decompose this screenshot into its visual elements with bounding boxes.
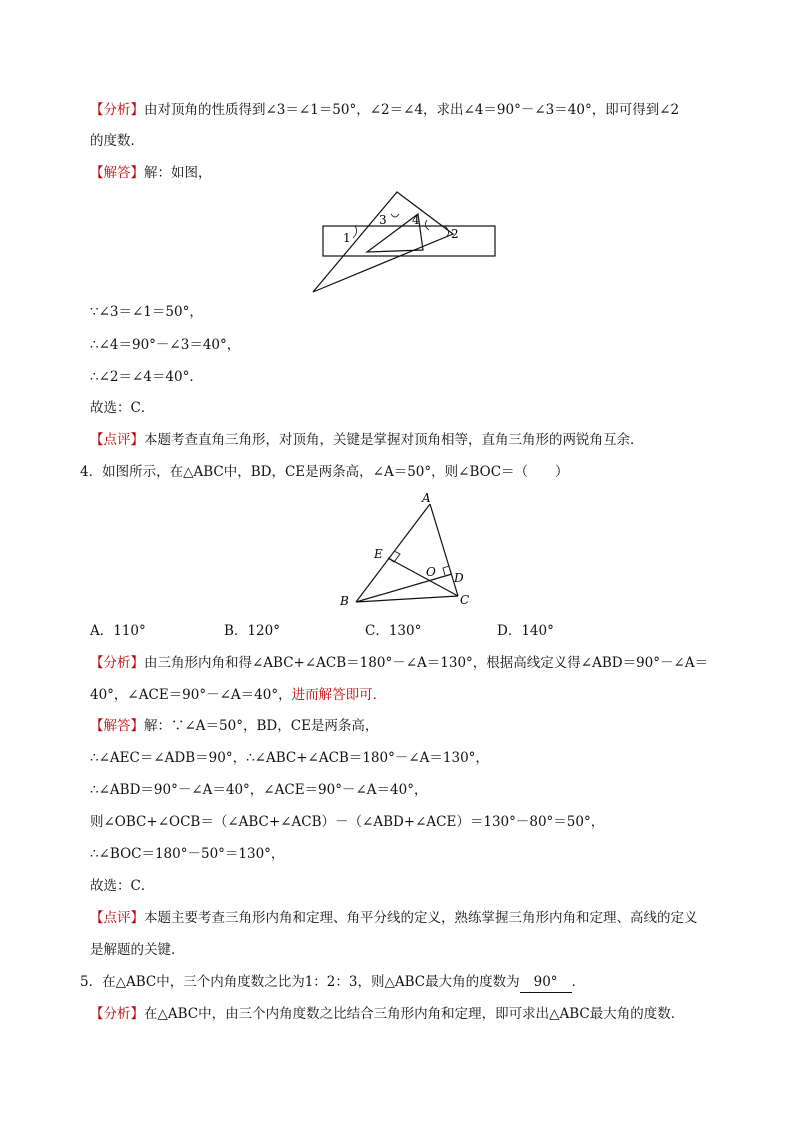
q3-analysis-line1: 【分析】由对顶角的性质得到∠3＝∠1＝50°，∠2＝∠4，求出∠4＝90°－∠3＝40°，即可得到∠2: [90, 102, 680, 118]
fig-label-2: 2: [451, 227, 459, 241]
analysis-tag: 【分析】: [90, 102, 144, 118]
fig-label-4: 4: [412, 213, 420, 227]
q3-answer-line: 【解答】解：如图，: [90, 165, 212, 181]
fig-label-e: E: [374, 547, 383, 561]
q3-figure-ruler-triangles: [305, 186, 505, 298]
q4-answer-line: 【解答】解：∵∠A＝50°，BD，CE是两条高，: [90, 718, 379, 734]
q3-step-2: ∴∠4＝90°－∠3＝40°，: [90, 337, 241, 353]
altitude-ce: [388, 558, 458, 596]
comment-tag: 【点评】: [90, 910, 144, 926]
fig-label-1: 1: [343, 231, 351, 245]
q4-option-a[interactable]: A．110°: [90, 623, 146, 639]
q3-analysis-line2: 的度数．: [90, 133, 144, 149]
answer-tag: 【解答】: [90, 165, 144, 181]
answer-tag: 【解答】: [90, 718, 144, 734]
answer-blank: 90°: [520, 972, 572, 993]
large-triangle: [313, 192, 453, 292]
q4-step-3: 则∠OBC+∠OCB＝（∠ABC+∠ACB）－（∠ABD+∠ACE）＝130°－80°＝50°，: [90, 814, 605, 830]
q4-stem: 4．如图所示，在△ABC中，BD，CE是两条高，∠A＝50°，则∠BOC＝（ ）: [80, 464, 569, 480]
q4-step-5: 故选：C．: [90, 878, 155, 894]
analysis-tag: 【分析】: [90, 655, 144, 671]
q4-analysis-line1: 【分析】由三角形内角和得∠ABC+∠ACB＝180°－∠A＝130°，根据高线定义得∠ABD＝90°－∠A＝: [90, 655, 709, 671]
q5-analysis: 【分析】在△ABC中，由三个内角度数之比结合三角形内角和定理，即可求出△ABC最大角的度数．: [90, 1006, 685, 1022]
q4-step-2: ∴∠ABD＝90°－∠A＝40°，∠ACE＝90°－∠A＝40°，: [90, 782, 428, 798]
q4-analysis-line2: 40°，∠ACE＝90°－∠A＝40°，进而解答即可．: [90, 687, 387, 703]
q3-step-3: ∴∠2＝∠4＝40°．: [90, 369, 203, 385]
comment-tag: 【点评】: [90, 432, 144, 448]
fig-label-c: C: [460, 593, 470, 607]
right-angle-mark-d: [443, 566, 449, 575]
analysis-tag: 【分析】: [90, 1006, 144, 1022]
q4-step-1: ∴∠AEC＝∠ADB＝90°，∴∠ABC+∠ACB＝180°－∠A＝130°，: [90, 750, 489, 766]
q4-option-b[interactable]: B．120°: [224, 623, 280, 639]
fig-label-d: D: [454, 571, 464, 585]
q4-step-4: ∴∠BOC＝180°－50°＝130°，: [90, 846, 285, 862]
q4-comment-line2: 是解题的关键．: [90, 942, 185, 958]
q4-comment-line1: 【点评】本题主要考查三角形内角和定理、角平分线的定义，熟练掌握三角形内角和定理、高线的定义: [90, 910, 698, 926]
fig-label-o: O: [426, 565, 436, 579]
q4-option-c[interactable]: C．130°: [365, 623, 422, 639]
fig-label-3: 3: [379, 213, 387, 227]
fig-label-a: A: [422, 491, 431, 505]
q4-option-d[interactable]: D．140°: [497, 623, 554, 639]
q4-figure-triangle-abc: [330, 488, 480, 612]
fig-label-b: B: [340, 594, 349, 608]
q5-stem: 5．在△ABC中，三个内角度数之比为1：2：3，则△ABC最大角的度数为 90° ．: [80, 972, 585, 993]
q3-step-4: 故选：C．: [90, 400, 155, 416]
q3-step-1: ∵∠3＝∠1＝50°，: [90, 304, 203, 320]
q3-comment: 【点评】本题考查直角三角形，对顶角，关键是掌握对顶角相等，直角三角形的两锐角互余．: [90, 432, 644, 448]
